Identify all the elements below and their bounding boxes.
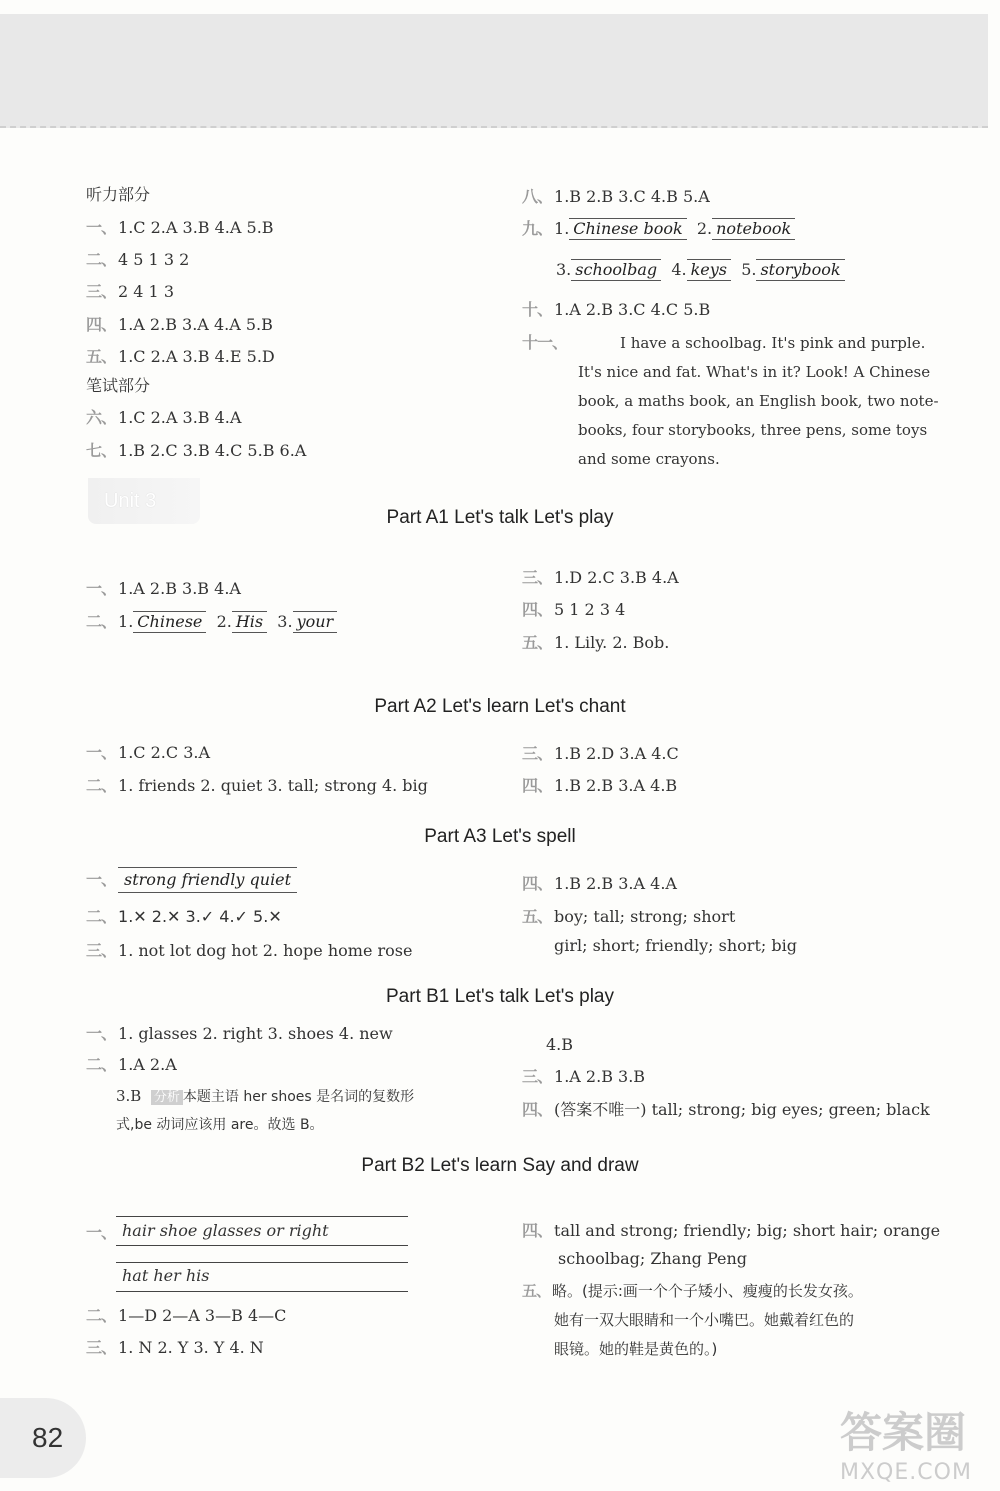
answer-line: 四、 1.B 2.B 3.A 4.A bbox=[522, 874, 677, 893]
answer-line: schoolbag; Zhang Peng bbox=[558, 1249, 748, 1268]
answer-mark: 十一、 bbox=[522, 333, 568, 352]
unit-tab: Unit 3 bbox=[88, 478, 200, 524]
answer-mark: 一、 bbox=[86, 1223, 117, 1242]
handwritten-answer: hair shoe glasses or right bbox=[122, 1221, 329, 1240]
answer-line: 三、 1.A 2.B 3.B bbox=[522, 1067, 646, 1086]
handwritten-answer: His bbox=[232, 611, 267, 633]
answer-line: 九、 1. Chinese book 2. notebook bbox=[522, 218, 795, 240]
handwritten-answer: strong friendly quiet bbox=[118, 867, 297, 893]
analysis-line: 式,be 动词应该用 are。故选 B。 bbox=[116, 1117, 324, 1133]
answer-line: 五、 boy; tall; strong; short bbox=[522, 907, 736, 926]
watermark-text: 答案圈 bbox=[840, 1408, 967, 1457]
answer-line: 三、 1.B 2.D 3.A 4.C bbox=[522, 744, 679, 763]
analysis-tag: 分析 bbox=[151, 1090, 183, 1105]
answer-line: 三、 1.D 2.C 3.B 4.A bbox=[522, 568, 679, 587]
handwritten-answer: Chinese book bbox=[569, 218, 686, 240]
answer-line: 三、 2 4 1 3 bbox=[86, 282, 174, 301]
answer-line: 二、 1. Chinese 2. His 3. your bbox=[86, 611, 337, 633]
answer-line: 二、 1.A 2.A bbox=[86, 1055, 177, 1074]
watermark-url: MXQE.COM bbox=[840, 1460, 972, 1485]
answer-line: 二、 1—D 2—A 3—B 4—C bbox=[86, 1306, 287, 1325]
answer-line: girl; short; friendly; short; big bbox=[554, 936, 797, 955]
paragraph-answer: I have a schoolbag. It's pink and purple. It's nice and fat. What's in it? Look! A Chinese book, a maths book, an English book, two note- books, four storybooks, three pens, some toys and some crayons. bbox=[578, 334, 939, 468]
answer-line: 一、 1.C 2.A 3.B 4.A 5.B bbox=[86, 218, 274, 237]
answer-line: 五、 略。(提示:画一个个子矮小、瘦瘦的长发女孩。 bbox=[522, 1282, 863, 1300]
section-title: Part B2 Let's learn Say and draw bbox=[361, 1155, 639, 1176]
answer-line: 4.B bbox=[546, 1035, 574, 1054]
answer-line: 三、 1. not lot dog hot 2. hope home rose bbox=[86, 941, 413, 960]
analysis-line: 3.B 分析 本题主语 her shoes 是名词的复数形 bbox=[116, 1087, 415, 1105]
section-title: Part A3 Let's spell bbox=[424, 826, 576, 847]
answer-line: 六、 1.C 2.A 3.B 4.A bbox=[86, 408, 242, 427]
answer-line: 五、 1. Lily. 2. Bob. bbox=[522, 633, 670, 652]
answer-line: 十、 1.A 2.B 3.C 4.C 5.B bbox=[522, 300, 711, 319]
answer-line: 二、 4 5 1 3 2 bbox=[86, 250, 190, 269]
section-title: Part B1 Let's talk Let's play bbox=[386, 986, 614, 1007]
answer-line: 五、 1.C 2.A 3.B 4.E 5.D bbox=[86, 347, 275, 366]
answer-line: 八、 1.B 2.B 3.C 4.B 5.A bbox=[522, 187, 710, 206]
answer-line: 四、 5 1 2 3 4 bbox=[522, 600, 626, 619]
answer-line: 三、 1. N 2. Y 3. Y 4. N bbox=[86, 1338, 264, 1357]
answer-line: 四、 (答案不唯一) tall; strong; big eyes; green; black bbox=[522, 1100, 930, 1119]
answer-line: 七、 1.B 2.C 3.B 4.C 5.B 6.A bbox=[86, 441, 307, 460]
header-band bbox=[0, 14, 988, 128]
answer-line: 一、 1.C 2.C 3.A bbox=[86, 743, 211, 762]
handwritten-answer: keys bbox=[687, 259, 731, 281]
answer-line: 四、 tall and strong; friendly; big; short hair; orange bbox=[522, 1221, 941, 1240]
answer-line: 她有一双大眼睛和一个小嘴巴。她戴着红色的 bbox=[554, 1311, 855, 1329]
watermark bbox=[840, 1400, 972, 1485]
handwritten-answer: storybook bbox=[756, 259, 844, 281]
page-number: 82 bbox=[0, 1398, 86, 1478]
answer-line: 一、 1.A 2.B 3.B 4.A bbox=[86, 579, 241, 598]
section-title: Part A1 Let's talk Let's play bbox=[386, 507, 614, 528]
handwritten-answer: schoolbag bbox=[571, 259, 661, 281]
answer-line: 四、 1.B 2.B 3.A 4.B bbox=[522, 776, 678, 795]
answer-line: 四、 1.A 2.B 3.A 4.A 5.B bbox=[86, 315, 273, 334]
answer-line: 二、 1. friends 2. quiet 3. tall; strong 4. big bbox=[86, 776, 428, 795]
listening-title: 听力部分 bbox=[86, 185, 151, 204]
handwritten-answer: notebook bbox=[712, 218, 795, 240]
handwritten-answer: your bbox=[293, 611, 338, 633]
answer-line: 一、 1. glasses 2. right 3. shoes 4. new bbox=[86, 1024, 393, 1043]
section-title: Part A2 Let's learn Let's chant bbox=[374, 696, 626, 717]
answer-line: 眼镜。她的鞋是黄色的。) bbox=[554, 1340, 718, 1358]
handwritten-answer: Chinese bbox=[133, 611, 206, 633]
answer-line: 一、 strong friendly quiet bbox=[86, 867, 297, 893]
writing-title: 笔试部分 bbox=[86, 376, 151, 395]
answer-line: 3. schoolbag 4. keys 5. storybook bbox=[556, 259, 845, 281]
handwritten-answer: hat her his bbox=[122, 1266, 210, 1285]
answer-line: 二、 1.✕ 2.✕ 3.✓ 4.✓ 5.✕ bbox=[86, 907, 282, 926]
